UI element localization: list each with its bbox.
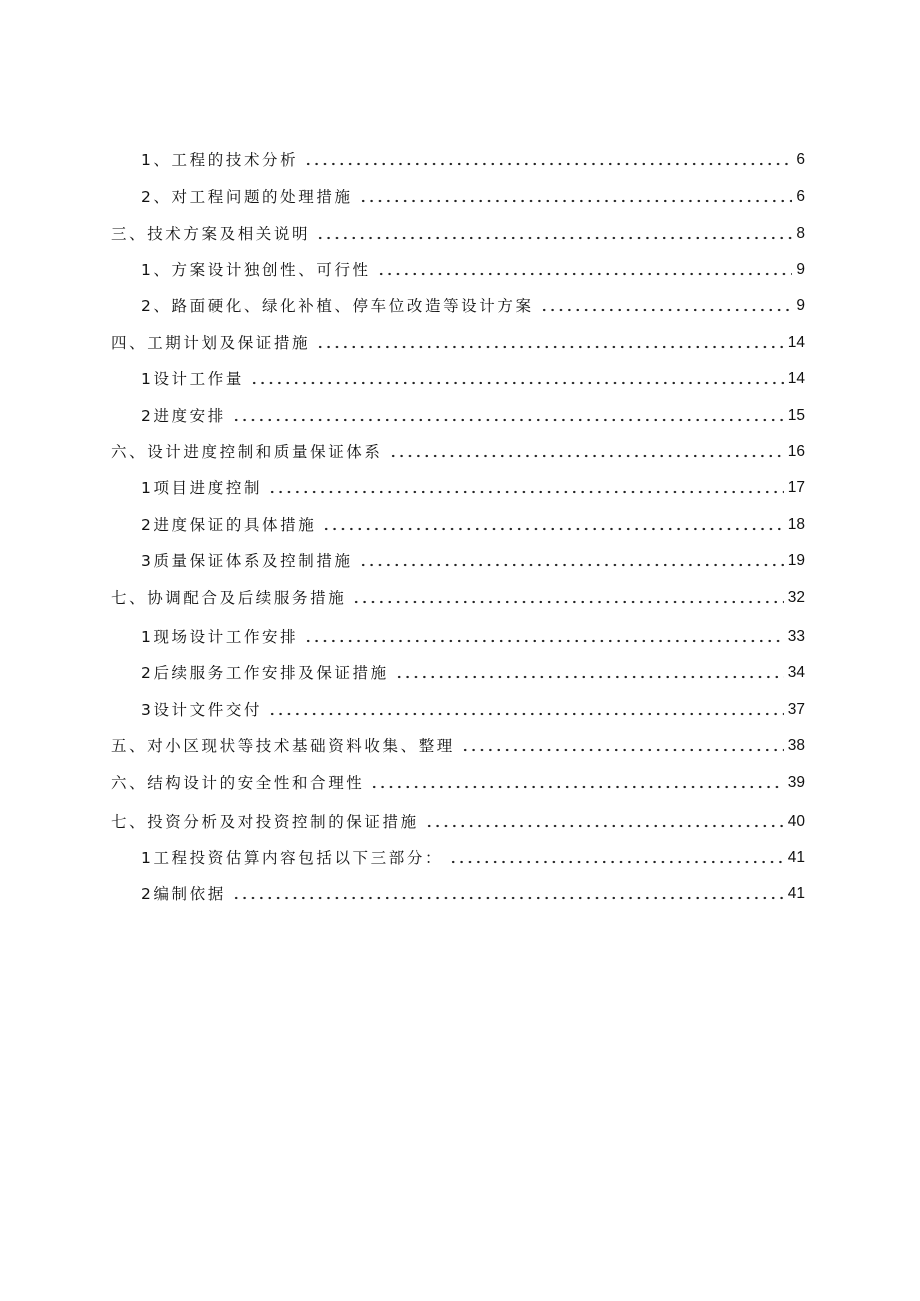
toc-entry[interactable] (141, 405, 805, 427)
toc-entry[interactable] (141, 295, 805, 317)
toc-entry-title: 1现场设计工作安排 (141, 628, 299, 646)
toc-entry-page: 6 (796, 188, 805, 205)
toc-entry[interactable] (111, 735, 805, 757)
toc-entry-page: 15 (787, 407, 805, 424)
toc-entry-page: 33 (787, 628, 805, 645)
toc-entry-page: 37 (787, 701, 805, 718)
toc-dot-leader (304, 162, 792, 166)
toc-entry-page: 14 (787, 334, 805, 351)
toc-dot-leader (268, 712, 784, 716)
toc-entry[interactable] (141, 259, 805, 281)
toc-entry-title: 1、工程的技术分析 (141, 151, 299, 169)
toc-entry-page: 38 (787, 737, 805, 754)
toc-entry-page: 32 (787, 589, 805, 606)
toc-entry[interactable] (141, 514, 805, 536)
toc-entry[interactable] (141, 699, 805, 721)
toc-dot-leader (449, 860, 784, 864)
toc-entry-page: 19 (787, 552, 805, 569)
toc-dot-leader (425, 824, 784, 828)
toc-dot-leader (322, 527, 783, 531)
toc-entry-page: 40 (787, 813, 805, 830)
toc-entry[interactable] (141, 368, 805, 390)
toc-entry[interactable] (141, 883, 805, 905)
toc-entry[interactable] (141, 149, 805, 171)
toc-dot-leader (461, 748, 784, 752)
toc-entry-title: 1、方案设计独创性、可行性 (141, 261, 371, 279)
toc-entry[interactable] (111, 332, 805, 354)
toc-entry-page: 6 (796, 151, 805, 168)
toc-entry[interactable] (141, 626, 805, 648)
toc-entry-page: 8 (796, 225, 805, 242)
toc-entry-title: 1设计工作量 (141, 370, 244, 388)
toc-entry-page: 17 (787, 479, 805, 496)
toc-entry-title: 3设计文件交付 (141, 701, 263, 719)
toc-entry-title: 2进度保证的具体措施 (141, 516, 317, 534)
toc-dot-leader (540, 308, 793, 312)
toc-entry-title: 2编制依据 (141, 885, 226, 903)
toc-entry-page: 41 (787, 885, 805, 902)
toc-entry-title: 1工程投资估算内容包括以下三部分： (141, 849, 444, 867)
toc-dot-leader (377, 272, 793, 276)
toc-dot-leader (232, 418, 784, 422)
toc-entry[interactable] (111, 223, 805, 245)
toc-entry-title: 3质量保证体系及控制措施 (141, 552, 353, 570)
toc-entry-title: 七、协调配合及后续服务措施 (111, 589, 347, 607)
toc-entry[interactable] (141, 186, 805, 208)
toc-entry-title: 三、技术方案及相关说明 (111, 225, 311, 243)
toc-entry-page: 9 (796, 261, 805, 278)
toc-dot-leader (370, 785, 783, 789)
toc-entry-title: 2、对工程问题的处理措施 (141, 188, 353, 206)
toc-entry-title: 2进度安排 (141, 407, 226, 425)
toc-entry-title: 六、结构设计的安全性和合理性 (111, 774, 365, 792)
toc-entry-page: 34 (787, 664, 805, 681)
toc-dot-leader (359, 199, 793, 203)
toc-entry-page: 18 (787, 516, 805, 533)
toc-entry-title: 六、设计进度控制和质量保证体系 (111, 443, 383, 461)
toc-entry[interactable] (111, 772, 805, 794)
toc-dot-leader (304, 639, 783, 643)
toc-dot-leader (316, 236, 792, 240)
toc-entry-title: 2后续服务工作安排及保证措施 (141, 664, 389, 682)
toc-dot-leader (250, 381, 784, 385)
toc-dot-leader (268, 490, 784, 494)
toc-entry-title: 四、工期计划及保证措施 (111, 334, 311, 352)
toc-entry[interactable] (111, 441, 805, 463)
toc-entry[interactable] (141, 550, 805, 572)
toc-entry[interactable] (141, 847, 805, 869)
toc-entry-page: 41 (787, 849, 805, 866)
toc-entry-page: 14 (787, 370, 805, 387)
toc-entry-page: 39 (787, 774, 805, 791)
toc-entry-page: 9 (796, 297, 805, 314)
toc-dot-leader (352, 600, 783, 604)
toc-entry[interactable] (141, 662, 805, 684)
toc-entry-title: 1项目进度控制 (141, 479, 263, 497)
toc-entry[interactable] (111, 811, 805, 833)
toc-entry-page: 16 (787, 443, 805, 460)
toc-entry[interactable] (111, 587, 805, 609)
toc-dot-leader (232, 896, 784, 900)
toc-entry[interactable] (141, 477, 805, 499)
toc-dot-leader (395, 675, 784, 679)
toc-entry-title: 五、对小区现状等技术基础资料收集、整理 (111, 737, 455, 755)
toc-entry-title: 2、路面硬化、绿化补植、停车位改造等设计方案 (141, 297, 534, 315)
toc-dot-leader (359, 563, 784, 567)
toc-dot-leader (389, 454, 784, 458)
toc-entry-title: 七、投资分析及对投资控制的保证措施 (111, 813, 419, 831)
toc-dot-leader (316, 345, 784, 349)
